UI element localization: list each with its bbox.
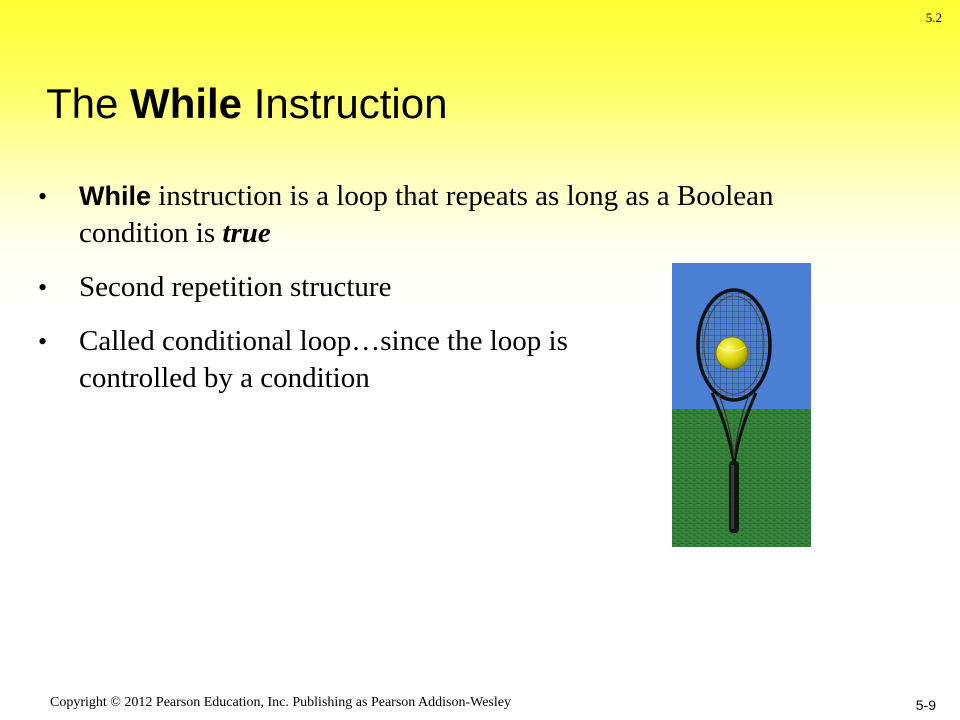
bullet-item: [38, 178, 878, 252]
title-suffix: Instruction: [242, 80, 448, 127]
bullet-text: Second repetition structure: [79, 271, 392, 303]
section-number: 5.2: [925, 10, 942, 25]
tennis-ball: [716, 337, 748, 369]
page-number: 5-9: [915, 697, 936, 713]
title-keyword: While: [130, 80, 243, 127]
bullet-text: Called conditional loop…since the loop is controlled by a condition: [79, 325, 568, 394]
tennis-racket-with-ball-icon: [672, 263, 811, 547]
bullet-icon: •: [38, 182, 48, 211]
slide-title: [46, 78, 447, 130]
bullet-icon: •: [38, 273, 48, 302]
bullet-text: instruction is a loop that repeats as long as a Boolean condition is: [79, 180, 774, 249]
title-prefix: The: [46, 80, 131, 127]
bullet-emphasis: true: [222, 217, 271, 249]
bullet-keyword: While: [79, 181, 151, 211]
bullet-icon: •: [38, 327, 48, 356]
footer-copyright: Copyright © 2012 Pearson Education, Inc. Publishing as Pearson Addison-Wesley: [50, 695, 511, 710]
